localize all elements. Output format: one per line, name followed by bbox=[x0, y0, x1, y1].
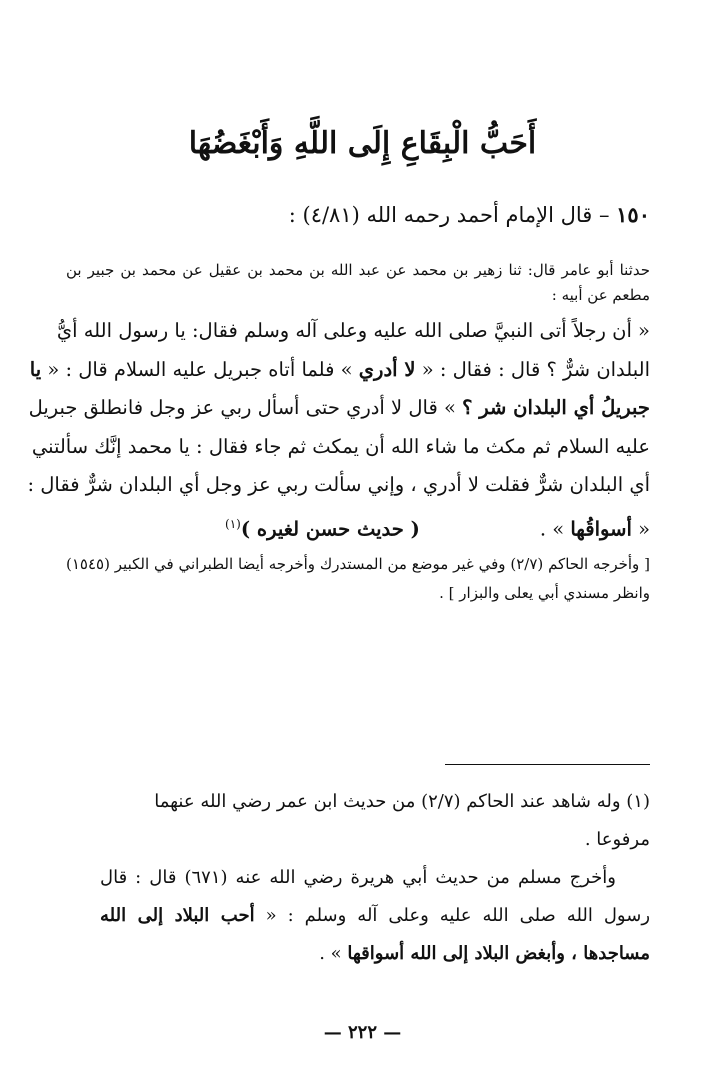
footnote-text: رسول الله صلى الله عليه وعلى آله وسلم : « bbox=[265, 905, 651, 926]
hadith-isnad: حدثنا أبو عامر قال: ثنا زهير بن محمد عن عبد الله بن محمد بن عقيل عن محمد بن جبير بن مطعم عن أبيه : bbox=[66, 261, 650, 304]
matn-line-1: « أن رجلاً أتى النبيَّ صلى الله عليه وعلى آله وسلم فقال: يا رسول الله أيُّ bbox=[56, 319, 650, 342]
matn-text: » فلما أتاه جبريل عليه السلام قال : « bbox=[47, 357, 353, 381]
footnote-1: (١) وله شاهد عند الحاكم (٢/٧) من حديث ابن عمر رضي الله عنهما مرفوعا . bbox=[154, 791, 650, 850]
matn-bold-text: أسواقُها bbox=[570, 517, 632, 540]
matn-bold-text: جبريلُ أي البلدان شر ؟ bbox=[462, 396, 650, 419]
matn-line-4: عليه السلام ثم مكث ما شاء الله أن يمكث ثم جاء فقال : يا محمد إنَّك سألتني bbox=[31, 434, 650, 458]
footnote-line-4 bbox=[100, 935, 650, 973]
hadith-takhrij: [ وأخرجه الحاكم (٢/٧) وفي غير موضع من المستدرك وأخرجه أيضا الطبراني في الكبير (١٥٤٥) وانظر مسندي أبي يعلى والبزار ] . bbox=[66, 555, 650, 602]
footnote-line-2: وأخرج مسلم من حديث أبي هريرة رضي الله عنه (٦٧١) قال : قال bbox=[100, 867, 616, 888]
hadith-grading: ( حديث حسن لغيره ) bbox=[240, 517, 420, 540]
footnote-bold-text: أحب البلاد إلى الله bbox=[100, 905, 255, 926]
hadith-number-dash: – bbox=[598, 203, 610, 227]
footnote-reference: (١) bbox=[225, 516, 241, 531]
matn-text: « bbox=[638, 517, 650, 540]
matn-line-3 bbox=[28, 389, 650, 428]
page-number: — ٢٢٢ — bbox=[323, 1022, 402, 1043]
footnote-divider bbox=[445, 764, 650, 765]
footnote-text: » . bbox=[319, 943, 342, 964]
matn-line-2 bbox=[29, 351, 650, 390]
hadith-matn bbox=[27, 312, 650, 549]
footnote-bold-text: مساجدها ، وأبغض البلاد إلى الله أسواقها bbox=[347, 943, 650, 964]
matn-text: البلدان شرٌّ ؟ قال : فقال : « bbox=[421, 357, 650, 381]
footnotes bbox=[100, 783, 650, 973]
hadith-number: ١٥٠ bbox=[616, 202, 650, 227]
matn-text: » قال لا أدري حتى أسأل ربي عز وجل فانطلق جبريل bbox=[28, 396, 456, 419]
hadith-header bbox=[80, 202, 650, 227]
matn-text: » . bbox=[539, 517, 565, 540]
matn-line-6 bbox=[66, 505, 650, 549]
hadith-source-line: قال الإمام أحمد رحمه الله (٤/٨١) : bbox=[288, 203, 593, 227]
matn-bold-text: لا أدري bbox=[358, 357, 416, 381]
chapter-title: أَحَبُّ الْبِقَاعِ إِلَى اللَّهِ وَأَبْغَضُهَا bbox=[188, 126, 537, 161]
footnote-line-3 bbox=[100, 897, 650, 935]
matn-line-5: أي البلدان شرٌّ فقلت لا أدري ، وإني سألت ربي عز وجل أي البلدان شرٌّ فقال : bbox=[27, 473, 650, 496]
matn-bold-text: يا bbox=[29, 357, 42, 381]
